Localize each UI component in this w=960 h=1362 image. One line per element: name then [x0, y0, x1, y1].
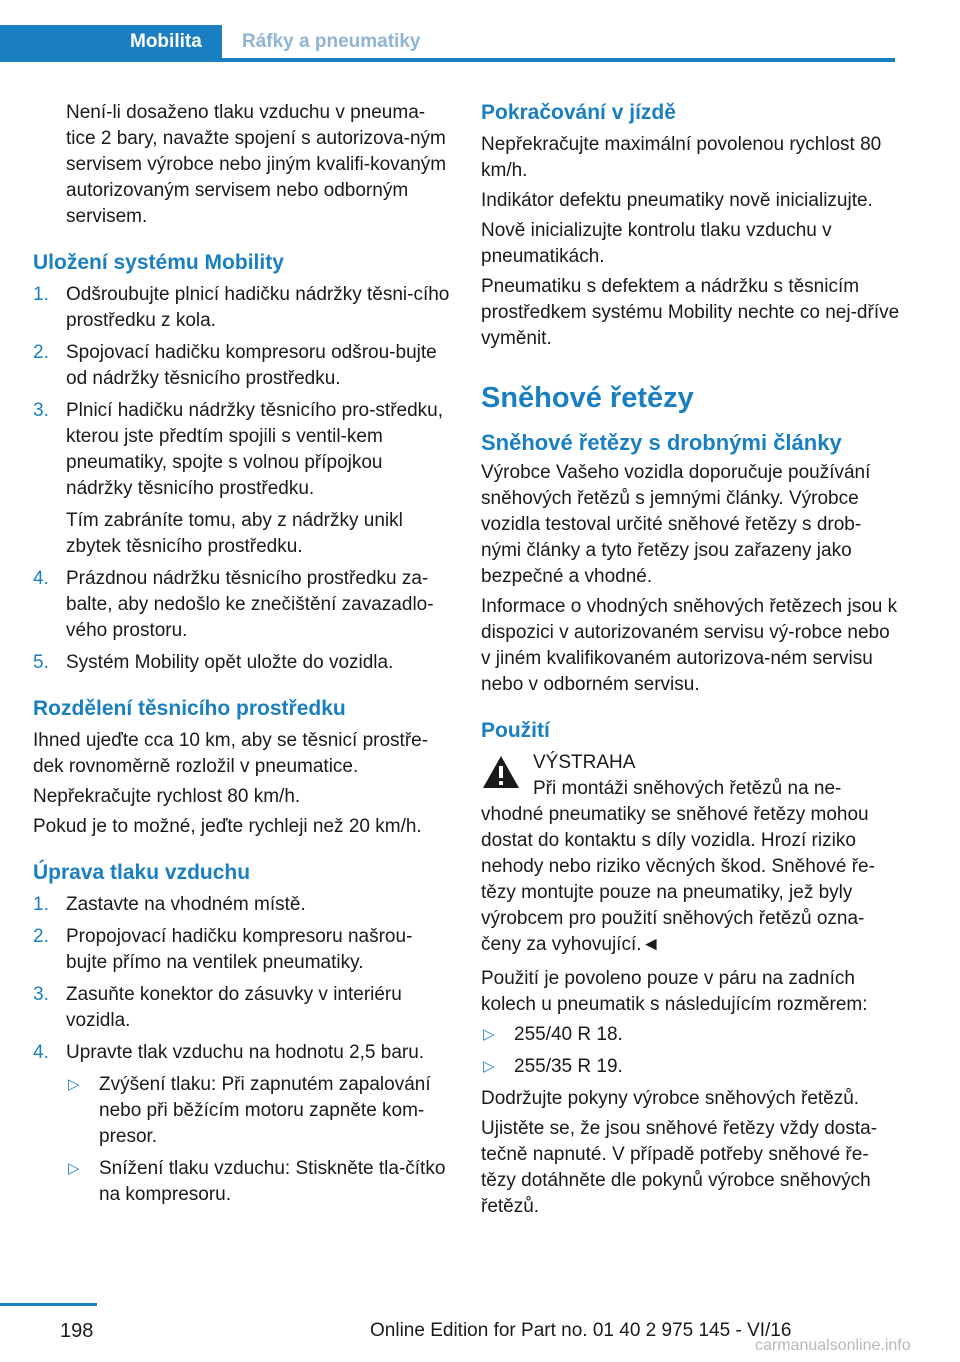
warning-triangle-icon	[481, 754, 521, 790]
tire-size: 255/40 R 18.	[514, 1024, 623, 1045]
step-number: 2.	[33, 926, 49, 947]
step-text: Propojovací hadičku kompresoru našrou‐bujte přímo na ventilek pneumatiky.	[66, 926, 413, 973]
step-text: Odšroubujte plnicí hadičku nádržky těsni‐cího prostředku z kola.	[66, 284, 450, 331]
step-text: Systém Mobility opět uložte do vozidla.	[66, 652, 394, 673]
heading-pressure: Úprava tlaku vzduchu	[33, 861, 251, 884]
step-number: 3.	[33, 984, 49, 1005]
triangle-bullet-icon: ▷	[68, 1076, 80, 1093]
tire-sizes	[481, 1022, 901, 1080]
tire-size: 255/35 R 19.	[514, 1056, 623, 1077]
heading-distribution: Rozdělení těsnicího prostředku	[33, 697, 346, 720]
paragraph: Nově inicializujte kontrolu tlaku vzduchu v pneumatikách.	[481, 220, 832, 267]
tab-mobilita[interactable]	[0, 25, 222, 62]
page-header	[0, 25, 895, 62]
paragraph: Nepřekračujte maximální povolenou rychlost 80 km/h.	[481, 134, 882, 181]
step-text: Zastavte na vhodném místě.	[66, 894, 306, 915]
footer-rule	[0, 1303, 97, 1306]
step-number: 3.	[33, 400, 49, 421]
list-item	[33, 650, 453, 676]
paragraph: Indikátor defektu pneumatiky nově inicializujte.	[481, 190, 873, 211]
tab-rafky-label: Ráfky a pneumatiky	[242, 31, 421, 52]
triangle-bullet-icon: ▷	[483, 1026, 495, 1043]
tab-rafky-pneumatiky[interactable]	[222, 25, 895, 62]
step-number: 1.	[33, 894, 49, 915]
step-text: Upravte tlak vzduchu na hodnotu 2,5 baru.	[66, 1042, 425, 1063]
step-text: Prázdnou nádržku těsnicího prostředku za‐balte, aby nedošlo ke znečištění zavazadlo‐vého prostoru.	[66, 568, 434, 641]
paragraph: Nepřekračujte rychlost 80 km/h.	[33, 786, 301, 807]
step-number: 4.	[33, 568, 49, 589]
step-text: Spojovací hadičku kompresoru odšrou‐bujte od nádržky těsnicího prostředku.	[66, 342, 437, 389]
paragraph: Použití je povoleno pouze v páru na zadních kolech u pneumatik s následujícím rozměrem:	[481, 968, 868, 1015]
storage-steps	[33, 282, 453, 676]
heading-usage: Použití	[481, 719, 550, 742]
list-item	[66, 1156, 453, 1208]
step-number: 1.	[33, 284, 49, 305]
step-note: Tím zabráníte tomu, aby z nádržky unikl zbytek těsnicího prostředku.	[66, 510, 403, 557]
list-item	[33, 340, 453, 392]
list-item	[33, 924, 453, 976]
list-item	[481, 1054, 901, 1080]
list-item	[33, 398, 453, 560]
step-text: Plnicí hadičku nádržky těsnicího pro‐středku, kterou jste předtím spojili s ventil‐kem pneumatiky, spojte s volnou přípojkou nádržky těsnicího prostředku.	[66, 400, 444, 499]
left-column	[33, 100, 453, 1214]
paragraph: Pokud je to možné, jeďte rychleji než 20 km/h.	[33, 816, 422, 837]
paragraph: Ihned ujeďte cca 10 km, aby se těsnicí prostře‐dek rovnoměrně rozložil v pneumatice.	[33, 730, 429, 777]
substep-text: Zvýšení tlaku: Při zapnutém zapalování nebo při běžícím motoru zapněte kom‐presor.	[99, 1074, 431, 1147]
tab-mobilita-label: Mobilita	[130, 31, 202, 52]
triangle-bullet-icon: ▷	[483, 1058, 495, 1075]
edition-info: Online Edition for Part no. 01 40 2 975 145 - VI/16	[370, 1320, 792, 1341]
list-item	[33, 282, 453, 334]
triangle-bullet-icon: ▷	[68, 1160, 80, 1177]
paragraph: Pneumatiku s defektem a nádržku s těsnicím prostředkem systému Mobility nechte co nej‐dříve vyměnit.	[481, 276, 900, 349]
heading-fine-chains: Sněhové řetězy s drobnými články	[481, 430, 842, 455]
section-title-snow-chains: Sněhové řetězy	[481, 382, 694, 414]
page-number: 198	[60, 1320, 94, 1342]
pressure-steps	[33, 892, 453, 1208]
pressure-substeps	[66, 1072, 453, 1208]
list-item	[33, 982, 453, 1034]
warning-block	[481, 750, 901, 802]
step-number: 5.	[33, 652, 49, 673]
watermark: carmanualsonline.info	[755, 1337, 911, 1354]
warning-first-line: Při montáži sněhových řetězů na ne‐	[533, 778, 842, 799]
warning-title: VÝSTRAHA	[533, 752, 636, 773]
list-item	[481, 1022, 901, 1048]
list-item	[66, 1072, 453, 1150]
right-column	[481, 100, 901, 1224]
intro-paragraph: Není-li dosaženo tlaku vzduchu v pneuma‐tice 2 bary, navažte spojení s autorizova‐ným servisem výrobce nebo jiným kvalifi‐kovaným autorizovaným servisem nebo odborným servisem.	[66, 102, 447, 227]
step-number: 4.	[33, 1042, 49, 1063]
paragraph: Výrobce Vašeho vozidla doporučuje používání sněhových řetězů s jemnými články. Výrobce vozidla testoval určité sněhové řetězy s drob‐nými články a tyto řetězy jsou zařazeny jako bezpečné a vhodné.	[481, 462, 871, 587]
list-item	[33, 892, 453, 918]
paragraph: Ujistěte se, že jsou sněhové řetězy vždy dosta‐tečně napnuté. V případě potřeby sněhové ře‐tězy dotáhněte dle pokynů výrobce sněhových řetězů.	[481, 1118, 878, 1217]
step-text: Zasuňte konektor do zásuvky v interiéru vozidla.	[66, 984, 402, 1031]
step-number: 2.	[33, 342, 49, 363]
substep-text: Snížení tlaku vzduchu: Stiskněte tla‐čítko na kompresoru.	[99, 1158, 446, 1205]
paragraph: Dodržujte pokyny výrobce sněhových řetězů.	[481, 1088, 860, 1109]
paragraph: Informace o vhodných sněhových řetězech jsou k dispozici v autorizovaném servisu vý‐robce nebo v jiném kvalifikovaném autorizova‐ném servisu nebo v odborném servisu.	[481, 596, 898, 695]
heading-continue: Pokračování v jízdě	[481, 101, 676, 124]
list-item	[33, 566, 453, 644]
warning-text: vhodné pneumatiky se sněhové řetězy mohou dostat do kontaktu s díly vozidla. Hrozí riziko nehody nebo riziko věcných škod. Sněhové ře‐tězy montujte pouze na pneumatiky, jež byly výrobcem pro použití sněhových řetězů ozna‐čeny za vyhovující.◄	[481, 804, 875, 955]
list-item	[33, 1040, 453, 1208]
heading-storage: Uložení systému Mobility	[33, 251, 284, 274]
